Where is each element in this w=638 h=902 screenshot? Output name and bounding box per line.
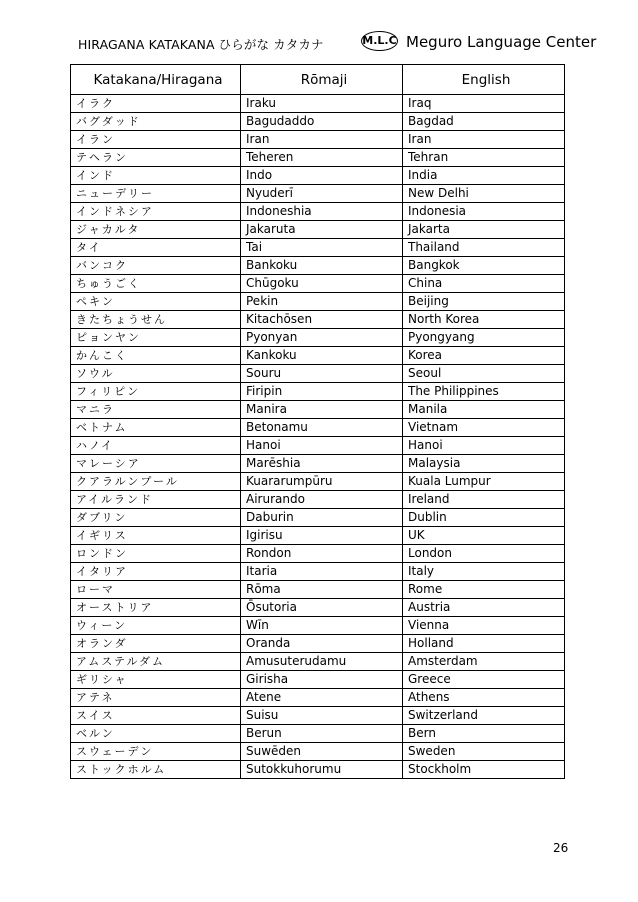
column-header-english: English: [403, 65, 565, 95]
romaji-cell: Manira: [241, 401, 403, 419]
english-cell: Ireland: [403, 491, 565, 509]
kana-cell: オランダ: [71, 635, 241, 653]
table-row: [71, 293, 565, 311]
romaji-cell: Igirisu: [241, 527, 403, 545]
romaji-cell: Girisha: [241, 671, 403, 689]
table-row: [71, 167, 565, 185]
table-row: [71, 545, 565, 563]
mlc-logo: M.L.C: [361, 31, 398, 51]
kana-cell: ギリシャ: [71, 671, 241, 689]
table-row: [71, 671, 565, 689]
kana-cell: ローマ: [71, 581, 241, 599]
english-cell: Thailand: [403, 239, 565, 257]
table-row: [71, 437, 565, 455]
english-cell: Beijing: [403, 293, 565, 311]
english-cell: Tehran: [403, 149, 565, 167]
kana-cell: アイルランド: [71, 491, 241, 509]
english-cell: Vietnam: [403, 419, 565, 437]
english-cell: Bangkok: [403, 257, 565, 275]
kana-cell: ピョンヤン: [71, 329, 241, 347]
romaji-cell: Bagudaddo: [241, 113, 403, 131]
table-row: [71, 131, 565, 149]
table-row: [71, 419, 565, 437]
table-row: [71, 581, 565, 599]
kana-cell: アテネ: [71, 689, 241, 707]
column-header-romaji: Rōmaji: [241, 65, 403, 95]
kana-cell: フィリピン: [71, 383, 241, 401]
kana-cell: ハノイ: [71, 437, 241, 455]
table-row: [71, 383, 565, 401]
table-row: [71, 95, 565, 113]
table-row: [71, 491, 565, 509]
romaji-cell: Itaria: [241, 563, 403, 581]
table-row: [71, 761, 565, 779]
table-row: [71, 743, 565, 761]
column-header-kana: Katakana/Hiragana: [71, 65, 241, 95]
english-cell: Sweden: [403, 743, 565, 761]
kana-cell: バンコク: [71, 257, 241, 275]
english-cell: Rome: [403, 581, 565, 599]
table-row: [71, 473, 565, 491]
romaji-cell: Tai: [241, 239, 403, 257]
kana-cell: インド: [71, 167, 241, 185]
romaji-cell: Firipin: [241, 383, 403, 401]
romaji-cell: Airurando: [241, 491, 403, 509]
table-row: [71, 527, 565, 545]
romaji-cell: Kitachōsen: [241, 311, 403, 329]
romaji-cell: Daburin: [241, 509, 403, 527]
kana-cell: マレーシア: [71, 455, 241, 473]
english-cell: Bagdad: [403, 113, 565, 131]
kana-cell: かんこく: [71, 347, 241, 365]
romaji-cell: Pyonyan: [241, 329, 403, 347]
english-cell: Italy: [403, 563, 565, 581]
english-cell: Switzerland: [403, 707, 565, 725]
country-city-table: [70, 64, 565, 779]
kana-cell: ちゅうごく: [71, 275, 241, 293]
romaji-cell: Kankoku: [241, 347, 403, 365]
romaji-cell: Indoneshia: [241, 203, 403, 221]
english-cell: Indonesia: [403, 203, 565, 221]
table-row: [71, 221, 565, 239]
kana-cell: ロンドン: [71, 545, 241, 563]
english-cell: Hanoi: [403, 437, 565, 455]
romaji-cell: Marēshia: [241, 455, 403, 473]
table-row: [71, 311, 565, 329]
romaji-cell: Wīn: [241, 617, 403, 635]
english-cell: The Philippines: [403, 383, 565, 401]
english-cell: Korea: [403, 347, 565, 365]
romaji-cell: Oranda: [241, 635, 403, 653]
romaji-cell: Suwēden: [241, 743, 403, 761]
romaji-cell: Rondon: [241, 545, 403, 563]
romaji-cell: Pekin: [241, 293, 403, 311]
table-row: [71, 563, 565, 581]
header-title: HIRAGANA KATAKANA ひらがな カタカナ: [78, 37, 324, 52]
english-cell: London: [403, 545, 565, 563]
table-row: [71, 725, 565, 743]
table-row: [71, 113, 565, 131]
table-row: [71, 617, 565, 635]
kana-cell: ベトナム: [71, 419, 241, 437]
table-row: [71, 401, 565, 419]
romaji-cell: Kuararumpūru: [241, 473, 403, 491]
english-cell: India: [403, 167, 565, 185]
english-cell: Seoul: [403, 365, 565, 383]
kana-cell: バグダッド: [71, 113, 241, 131]
romaji-cell: Amusuterudamu: [241, 653, 403, 671]
page-header: [78, 30, 597, 56]
page-number: 26: [553, 841, 569, 855]
english-cell: Greece: [403, 671, 565, 689]
kana-cell: ジャカルタ: [71, 221, 241, 239]
kana-cell: スウェーデン: [71, 743, 241, 761]
kana-cell: インドネシア: [71, 203, 241, 221]
table-row: [71, 635, 565, 653]
english-cell: Iraq: [403, 95, 565, 113]
romaji-cell: Iraku: [241, 95, 403, 113]
english-cell: Stockholm: [403, 761, 565, 779]
romaji-cell: Berun: [241, 725, 403, 743]
english-cell: China: [403, 275, 565, 293]
romaji-cell: Rōma: [241, 581, 403, 599]
kana-cell: イラク: [71, 95, 241, 113]
table-row: [71, 329, 565, 347]
kana-cell: ソウル: [71, 365, 241, 383]
table-row: [71, 347, 565, 365]
table-row: [71, 149, 565, 167]
kana-cell: オーストリア: [71, 599, 241, 617]
romaji-cell: Jakaruta: [241, 221, 403, 239]
romaji-cell: Bankoku: [241, 257, 403, 275]
english-cell: North Korea: [403, 311, 565, 329]
romaji-cell: Betonamu: [241, 419, 403, 437]
romaji-cell: Chūgoku: [241, 275, 403, 293]
kana-cell: マニラ: [71, 401, 241, 419]
table-row: [71, 455, 565, 473]
english-cell: Athens: [403, 689, 565, 707]
romaji-cell: Souru: [241, 365, 403, 383]
english-cell: Pyongyang: [403, 329, 565, 347]
romaji-cell: Sutokkuhorumu: [241, 761, 403, 779]
english-cell: Dublin: [403, 509, 565, 527]
kana-cell: クアラルンプール: [71, 473, 241, 491]
english-cell: Vienna: [403, 617, 565, 635]
romaji-cell: Teheren: [241, 149, 403, 167]
kana-cell: ペキン: [71, 293, 241, 311]
table-row: [71, 707, 565, 725]
english-cell: Holland: [403, 635, 565, 653]
table-row: [71, 239, 565, 257]
kana-cell: イギリス: [71, 527, 241, 545]
romaji-cell: Atene: [241, 689, 403, 707]
romaji-cell: Ōsutoria: [241, 599, 403, 617]
kana-cell: イタリア: [71, 563, 241, 581]
table-row: [71, 275, 565, 293]
english-cell: Iran: [403, 131, 565, 149]
english-cell: Amsterdam: [403, 653, 565, 671]
kana-cell: ストックホルム: [71, 761, 241, 779]
english-cell: Manila: [403, 401, 565, 419]
romaji-cell: Hanoi: [241, 437, 403, 455]
table-row: [71, 185, 565, 203]
kana-cell: スイス: [71, 707, 241, 725]
table-row: [71, 365, 565, 383]
table-row: [71, 653, 565, 671]
english-cell: UK: [403, 527, 565, 545]
table-body: [71, 95, 565, 779]
english-cell: New Delhi: [403, 185, 565, 203]
romaji-cell: Nyuderī: [241, 185, 403, 203]
kana-cell: アムステルダム: [71, 653, 241, 671]
table-row: [71, 257, 565, 275]
table-row: [71, 599, 565, 617]
header-organization: Meguro Language Center: [406, 33, 597, 51]
table-row: [71, 509, 565, 527]
table-row: [71, 689, 565, 707]
english-cell: Jakarta: [403, 221, 565, 239]
kana-cell: タイ: [71, 239, 241, 257]
english-cell: Austria: [403, 599, 565, 617]
kana-cell: ウィーン: [71, 617, 241, 635]
kana-cell: ニューデリー: [71, 185, 241, 203]
kana-cell: テヘラン: [71, 149, 241, 167]
romaji-cell: Iran: [241, 131, 403, 149]
kana-cell: ベルン: [71, 725, 241, 743]
table-header-row: [71, 65, 565, 95]
english-cell: Kuala Lumpur: [403, 473, 565, 491]
kana-cell: イラン: [71, 131, 241, 149]
english-cell: Bern: [403, 725, 565, 743]
kana-cell: ダブリン: [71, 509, 241, 527]
kana-cell: きたちょうせん: [71, 311, 241, 329]
table-row: [71, 203, 565, 221]
romaji-cell: Indo: [241, 167, 403, 185]
romaji-cell: Suisu: [241, 707, 403, 725]
english-cell: Malaysia: [403, 455, 565, 473]
